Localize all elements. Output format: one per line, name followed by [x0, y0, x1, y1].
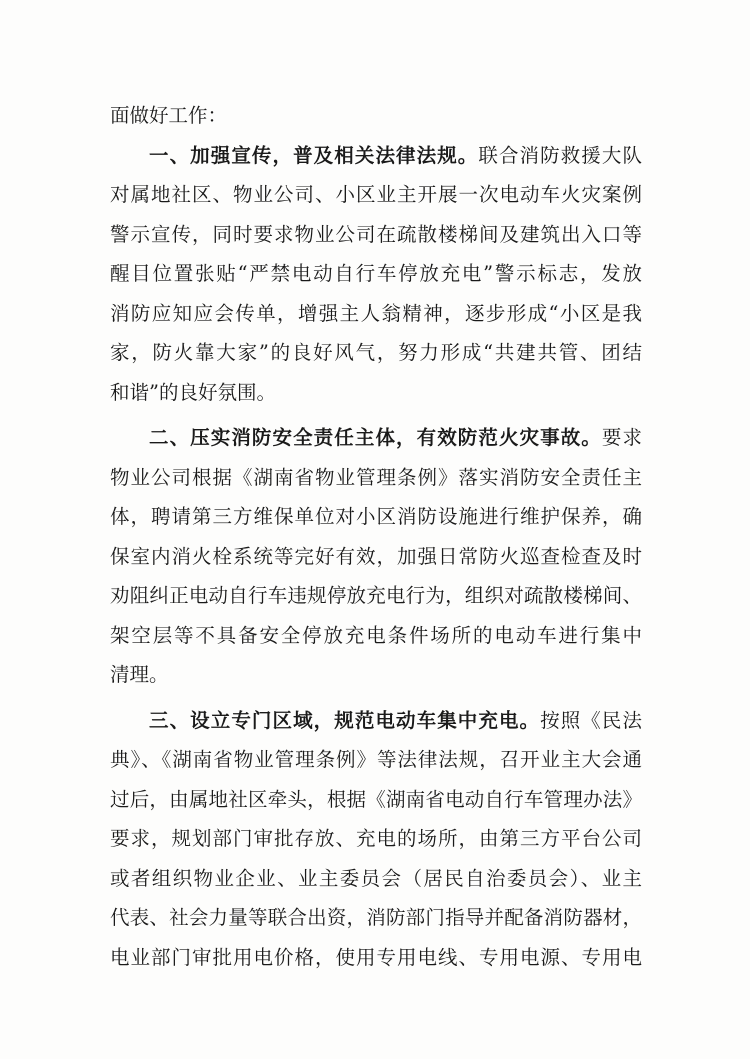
section-3-line: 或者组织物业企业、业主委员会（居民自治委员会）、业主: [110, 866, 642, 890]
section-2-line: 物业公司根据《湖南省物业管理条例》落实消防安全责任主: [110, 465, 642, 489]
section-1-line: 醒目位置张贴“严禁电动自行车停放充电”警示标志，发放: [110, 262, 642, 285]
section-3-line: 典》、《湖南省物业管理条例》等法律法规，召开业主大会通: [110, 748, 642, 771]
section-3-line: 电业部门审批用电价格，使用专用电线、专用电源、专用电: [110, 945, 642, 969]
section-1-first-line-rest: 联合消防救援大队: [478, 143, 642, 167]
section-1-line: 家，防火靠大家”的良好风气，努力形成“共建共管、团结: [110, 341, 642, 364]
section-3-heading: 三、设立专门区域，规范电动车集中充电。: [149, 708, 541, 732]
section-2-line: 劝阻纠正电动自行车违规停放充电行为，组织对疏散楼梯间、: [110, 584, 642, 607]
section-2-first-line: [110, 418, 642, 458]
section-2-heading: 二、压实消防安全责任主体，有效防范火灾事故。: [149, 426, 602, 449]
section-3-line: 代表、社会力量等联合出资，消防部门指导并配备消防器材，: [110, 906, 642, 929]
section-1-line: 警示宣传，同时要求物业公司在疏散楼梯间及建筑出入口等: [110, 222, 642, 246]
section-2-last-line: 清理。: [110, 663, 169, 686]
section-2-first-line-rest: 要求: [601, 426, 642, 449]
section-2-line: 保室内消火栓系统等完好有效，加强日常防火巡查检查及时: [110, 544, 642, 568]
section-1-line: 对属地社区、物业公司、小区业主开展一次电动车火灾案例: [110, 183, 642, 206]
section-1-first-line: [110, 136, 642, 176]
section-2-line: 体，聘请第三方维保单位对小区消防设施进行维护保养，确: [110, 505, 642, 528]
document-body: [110, 96, 642, 977]
section-1-heading: 一、加强宣传，普及相关法律法规。: [149, 143, 479, 167]
section-3-first-line: [110, 701, 642, 741]
section-2-line: 架空层等不具备安全停放充电条件场所的电动车进行集中: [110, 623, 642, 647]
section-2: [110, 418, 642, 695]
section-3-line: 过后，由属地社区牵头，根据《湖南省电动自行车管理办法》: [110, 787, 642, 811]
section-1: [110, 136, 642, 413]
section-1-line: 消防应知应会传单，增强主人翁精神，逐步形成“小区是我: [110, 301, 642, 325]
opening-line: 面做好工作：: [110, 104, 228, 127]
section-1-last-line: 和谐”的良好氛围。: [110, 380, 276, 404]
section-3-first-line-rest: 按照《民法: [540, 708, 642, 732]
section-3: [110, 701, 642, 978]
section-3-line: 要求，规划部门审批存放、充电的场所，由第三方平台公司: [110, 827, 642, 850]
